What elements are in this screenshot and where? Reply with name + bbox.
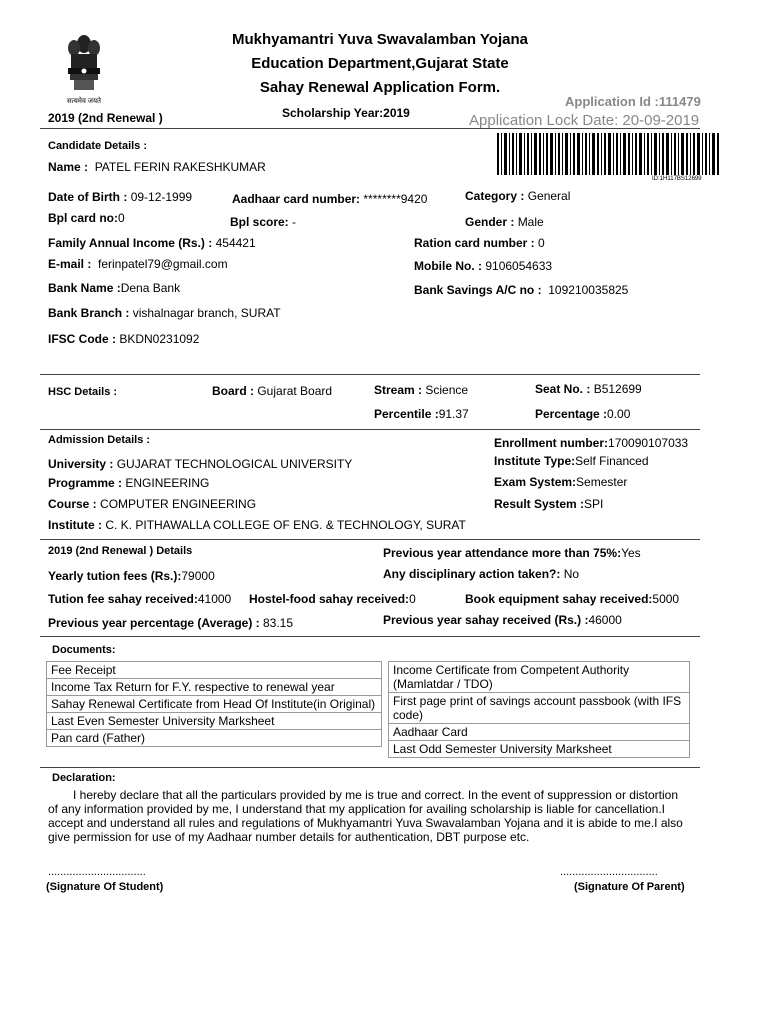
book-sahay-label: Book equipment sahay received:	[465, 592, 653, 606]
course-row	[48, 497, 256, 511]
tution-fees-value: 79000	[181, 569, 215, 583]
ifsc-value: BKDN0231092	[119, 332, 200, 346]
hostel-sahay-value: 0	[409, 592, 416, 606]
document-item-label: Aadhaar Card	[389, 724, 690, 741]
divider	[40, 636, 700, 637]
documents-left-table	[46, 661, 382, 747]
prev-sahay-value: 46000	[588, 613, 622, 627]
document-item-label: Last Odd Semester University Marksheet	[389, 741, 690, 758]
bank-branch-label: Bank Branch :	[48, 306, 130, 320]
category-row	[465, 189, 570, 203]
gender-value: Male	[517, 215, 544, 229]
university-label: University :	[48, 457, 114, 471]
bank-name-value: Dena Bank	[120, 281, 181, 295]
document-item-label: First page print of savings account passbook (with IFS code)	[389, 693, 690, 724]
prev-percentage-row	[48, 616, 293, 630]
enrollment-row	[494, 436, 688, 450]
barcode-id: ID:1H117BS12699	[652, 176, 702, 182]
discipline-label: Any disciplinary action taken?:	[383, 567, 561, 581]
attendance-label: Previous year attendance more than 75%:	[383, 546, 622, 560]
institute-type-label: Institute Type:	[494, 454, 576, 468]
institute-label: Institute :	[48, 518, 102, 532]
gender-row	[465, 215, 544, 229]
income-value: 454421	[215, 236, 256, 250]
exam-system-row	[494, 475, 627, 489]
exam-system-label: Exam System:	[494, 475, 577, 489]
course-label: Course :	[48, 497, 97, 511]
seat-row	[535, 382, 642, 396]
state-emblem	[62, 32, 106, 105]
bank-account-value: 109210035825	[548, 283, 629, 297]
percentage-value: 0.00	[607, 407, 631, 421]
declaration-heading: Declaration:	[52, 772, 116, 784]
tution-fees-row	[48, 569, 215, 583]
aadhaar-label: Aadhaar card number:	[232, 192, 361, 206]
gender-label: Gender :	[465, 215, 515, 229]
document-item	[47, 696, 382, 713]
bank-account-row	[414, 283, 628, 297]
enrollment-value: 170090107033	[608, 436, 689, 450]
enrollment-label: Enrollment number:	[494, 436, 609, 450]
renewal-section-heading: 2019 (2nd Renewal ) Details	[48, 545, 193, 557]
prev-percentage-label: Previous year percentage (Average) :	[48, 616, 260, 630]
document-item-label: Last Even Semester University Marksheet	[47, 713, 382, 730]
document-item	[47, 730, 382, 747]
bpl-card-label: Bpl card no:	[48, 211, 119, 225]
document-item	[47, 679, 382, 696]
barcode	[497, 133, 719, 177]
result-system-value: SPI	[584, 497, 604, 511]
stream-value: Science	[425, 383, 469, 397]
result-system-row	[494, 497, 603, 511]
name-row	[48, 160, 266, 174]
attendance-value: Yes	[621, 546, 641, 560]
document-item-label: Income Certificate from Competent Authority (Mamlatdar / TDO)	[389, 662, 690, 693]
percentile-row	[374, 407, 469, 421]
programme-label: Programme :	[48, 476, 123, 490]
email-row	[48, 257, 228, 271]
declaration-line-4: give permission for use of my Aadhaar number details for authentication, DBT purpose etc.	[48, 830, 530, 844]
mobile-label: Mobile No. :	[414, 259, 482, 273]
document-item	[47, 662, 382, 679]
scheme-title: Mukhyamantri Yuva Swavalamban Yojana	[232, 31, 528, 48]
institute-row	[48, 518, 466, 532]
percentile-label: Percentile :	[374, 407, 439, 421]
hsc-section-heading: HSC Details :	[48, 386, 118, 398]
institute-type-value: Self Financed	[575, 454, 649, 468]
tution-sahay-row	[48, 592, 231, 606]
prev-percentage-value: 83.15	[263, 616, 294, 630]
document-item	[389, 693, 690, 724]
declaration-line-1: I hereby declare that all the particulars provided by me is true and correct. In the event of suppression or distortion	[73, 788, 678, 802]
dob-row	[48, 190, 192, 204]
attendance-row	[383, 546, 641, 560]
board-value: Gujarat Board	[257, 384, 333, 398]
bank-branch-row	[48, 306, 281, 320]
result-system-label: Result System :	[494, 497, 585, 511]
tution-sahay-label: Tution fee sahay received:	[48, 592, 198, 606]
parent-signature-label: (Signature Of Parent)	[574, 881, 685, 893]
scholarship-year: Scholarship Year:2019	[282, 106, 410, 120]
book-sahay-value: 5000	[652, 592, 680, 606]
mobile-row	[414, 259, 552, 273]
name-label: Name :	[48, 160, 89, 174]
percentage-row	[535, 407, 630, 421]
student-signature-label: (Signature Of Student)	[46, 881, 164, 893]
prev-sahay-label: Previous year sahay received (Rs.) :	[383, 613, 589, 627]
emblem-caption: सत्यमेव जयते	[66, 98, 102, 105]
university-row	[48, 457, 352, 471]
parent-signature-line: ................................	[560, 866, 658, 878]
admission-section-heading: Admission Details :	[48, 434, 151, 446]
candidate-section-heading: Candidate Details :	[48, 140, 148, 152]
email-label: E-mail :	[48, 257, 92, 271]
discipline-row	[383, 567, 579, 581]
category-value: General	[527, 189, 571, 203]
percentile-value: 91.37	[438, 407, 469, 421]
category-label: Category :	[465, 189, 525, 203]
document-item	[389, 662, 690, 693]
programme-row	[48, 476, 209, 490]
dob-label: Date of Birth :	[48, 190, 128, 204]
stream-label: Stream :	[374, 383, 423, 397]
divider	[40, 429, 700, 430]
document-item	[47, 713, 382, 730]
board-label: Board :	[212, 384, 254, 398]
aadhaar-row	[232, 192, 427, 206]
percentage-label: Percentage :	[535, 407, 608, 421]
document-item-label: Sahay Renewal Certificate from Head Of Institute(in Original)	[47, 696, 382, 713]
bank-branch-value: vishalnagar branch, SURAT	[132, 306, 281, 320]
income-label: Family Annual Income (Rs.) :	[48, 236, 213, 250]
exam-system-value: Semester	[576, 475, 628, 489]
divider	[40, 128, 700, 129]
document-item-label: Pan card (Father)	[47, 730, 382, 747]
prev-sahay-row	[383, 613, 622, 627]
course-value: COMPUTER ENGINEERING	[100, 497, 257, 511]
divider	[40, 539, 700, 540]
student-signature-line: ................................	[48, 866, 146, 878]
bpl-card-value: 0	[118, 211, 125, 225]
stream-row	[374, 383, 468, 397]
dob-value: 09-12-1999	[130, 190, 193, 204]
divider	[40, 767, 700, 768]
bpl-card-row	[48, 211, 125, 225]
ifsc-label: IFSC Code :	[48, 332, 116, 346]
declaration-line-3: accept and understand all rules and regulations of Mukhyamantri Yuva Swavalamban Yojana and it is abide to me.I also	[48, 816, 683, 830]
institute-type-row	[494, 454, 649, 468]
document-item	[389, 724, 690, 741]
bpl-score-row	[230, 215, 296, 229]
hostel-sahay-row	[249, 592, 416, 606]
tution-fees-label: Yearly tution fees (Rs.):	[48, 569, 182, 583]
income-row	[48, 236, 256, 250]
form-title: Sahay Renewal Application Form.	[259, 79, 501, 96]
document-item	[389, 741, 690, 758]
bpl-score-label: Bpl score:	[230, 215, 289, 229]
tution-sahay-value: 41000	[197, 592, 232, 606]
bank-name-row	[48, 281, 180, 295]
programme-value: ENGINEERING	[125, 476, 210, 490]
department-title: Education Department,Gujarat State	[251, 55, 509, 72]
hostel-sahay-label: Hostel-food sahay received:	[249, 592, 410, 606]
board-row	[212, 384, 332, 398]
aadhaar-value: ********9420	[363, 192, 428, 206]
ration-label: Ration card number :	[414, 236, 535, 250]
university-value: GUJARAT TECHNOLOGICAL UNIVERSITY	[116, 457, 353, 471]
documents-section-heading: Documents:	[52, 644, 116, 656]
institute-value: C. K. PITHAWALLA COLLEGE OF ENG. & TECHNOLOGY, SURAT	[105, 518, 466, 532]
book-sahay-row	[465, 592, 679, 606]
bank-account-label: Bank Savings A/C no :	[414, 283, 542, 297]
declaration-line-2: of any information provided by me, I understand that my application for availing scholarship is liable for cancellation.I	[48, 802, 665, 816]
document-item-label: Fee Receipt	[47, 662, 382, 679]
ration-value: 0	[538, 236, 545, 250]
email-value: ferinpatel79@gmail.com	[98, 257, 228, 271]
seat-label: Seat No. :	[535, 382, 591, 396]
name-value: PATEL FERIN RAKESHKUMAR	[94, 160, 266, 174]
renewal-label: 2019 (2nd Renewal )	[48, 111, 163, 125]
bpl-score-value: -	[292, 215, 297, 229]
application-id: Application Id :111479	[565, 94, 701, 109]
seat-value: B512699	[593, 382, 642, 396]
mobile-value: 9106054633	[485, 259, 553, 273]
divider	[40, 374, 700, 375]
ration-row	[414, 236, 545, 250]
application-lock-date: Application Lock Date: 20-09-2019	[469, 112, 700, 129]
discipline-value: No	[563, 567, 580, 581]
bank-name-label: Bank Name :	[48, 281, 121, 295]
ifsc-row	[48, 332, 199, 346]
documents-right-table	[388, 661, 690, 758]
document-item-label: Income Tax Return for F.Y. respective to renewal year	[47, 679, 382, 696]
